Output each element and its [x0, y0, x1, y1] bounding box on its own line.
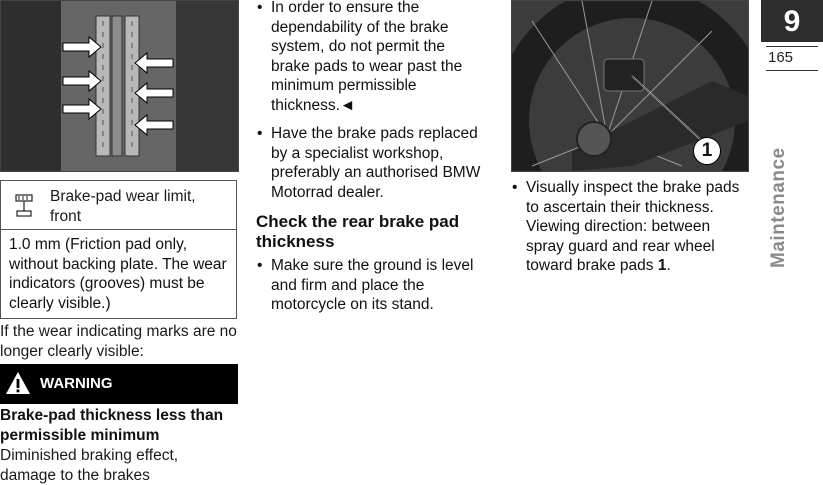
- front-brake-illustration: [1, 1, 238, 171]
- middle-bullet-list: [256, 0, 488, 202]
- warning-label: WARNING: [40, 375, 113, 392]
- inspect-ref: 1: [657, 257, 667, 274]
- list-item: • Make sure the ground is level and firm and place the motorcycle on its stand.: [256, 256, 488, 315]
- spec-header: [1, 181, 236, 230]
- rear-brake-photo: [511, 0, 749, 172]
- inspect-end: .: [666, 257, 671, 274]
- right-column-text: [511, 178, 747, 285]
- list-item: [511, 178, 747, 276]
- list-item: • Have the brake pads replaced by a specialist workshop, preferably an authorised BMW Motorrad dealer.: [256, 124, 488, 202]
- callout-number: 1: [701, 140, 713, 161]
- spec-value: 1.0 mm (Friction pad only, without backing plate. The wear indicators (grooves) must be clearly visible.): [9, 236, 227, 312]
- wear-limit-spec-box: [0, 180, 237, 319]
- wear-note: If the wear indicating marks are no longer clearly visible:: [0, 323, 237, 360]
- middle-column: [256, 0, 488, 324]
- warning-triangle-icon: [5, 371, 31, 399]
- caliper-gauge-icon: [13, 193, 35, 226]
- section-label: Maintenance: [768, 147, 789, 268]
- callout-marker: [693, 137, 721, 165]
- chapter-number-box: [761, 0, 823, 42]
- sidebar-divider: [766, 70, 818, 71]
- page-number-separator: [766, 46, 818, 47]
- warning-text: Diminished braking effect, damage to the brakes: [0, 447, 179, 484]
- chapter-number: 9: [783, 5, 801, 38]
- front-brake-photo: [0, 0, 239, 172]
- inspect-text: Visually inspect the brake pads to ascertain their thickness. Viewing direction: between spray guard and rear wheel toward brake pads: [526, 179, 740, 274]
- page-number: 165: [768, 49, 794, 66]
- warning-bar: [0, 364, 238, 404]
- right-bullet-list: [511, 178, 747, 276]
- spec-title: Brake-pad wear limit, front: [50, 188, 196, 225]
- middle-bullet-list-2: [256, 256, 488, 315]
- list-item: • In order to ensure the dependability of the brake system, do not permit the brake pads to wear past the minimum permissible thickness.◄: [256, 0, 488, 115]
- warning-heading: Brake-pad thickness less than permissible minimum: [0, 407, 224, 444]
- section-heading: Check the rear brake pad thickness: [256, 212, 460, 251]
